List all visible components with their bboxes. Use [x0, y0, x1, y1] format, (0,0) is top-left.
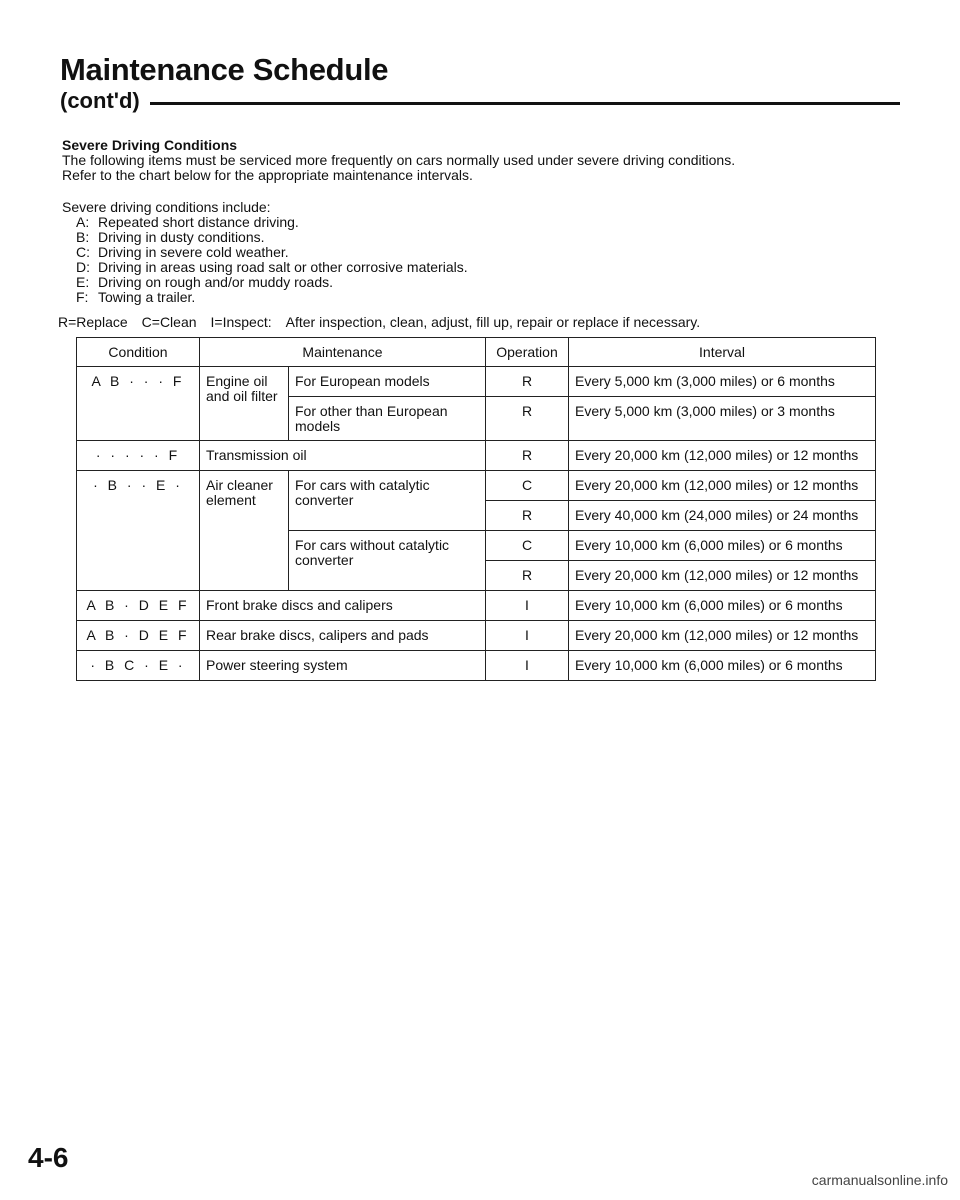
maintenance-subitem: For other than European models: [289, 397, 486, 441]
subtitle-rule: [150, 102, 900, 105]
table-row: [77, 367, 876, 397]
legend-inspect: I=Inspect:: [210, 314, 272, 330]
interval-cell: Every 5,000 km (3,000 miles) or 3 months: [569, 397, 876, 441]
condition-text: Driving in dusty conditions.: [98, 229, 265, 245]
legend-note: After inspection, clean, adjust, fill up, repair or replace if necessary.: [285, 314, 701, 330]
condition-item: [62, 290, 892, 305]
interval-cell: Every 20,000 km (12,000 miles) or 12 months: [569, 561, 876, 591]
maintenance-item: Air cleaner element: [200, 471, 289, 591]
operation-legend: [58, 314, 714, 330]
intro-heading: Severe Driving Conditions: [62, 137, 238, 153]
condition-letter: D:: [76, 259, 90, 275]
maintenance-table: [76, 337, 876, 681]
operation-cell: R: [486, 367, 569, 397]
interval-cell: Every 20,000 km (12,000 miles) or 12 months: [569, 441, 876, 471]
page-number: 4-6: [28, 1142, 69, 1173]
operation-cell: R: [486, 441, 569, 471]
condition-text: Driving in severe cold weather.: [98, 244, 289, 260]
conditions-label: Severe driving conditions include:: [62, 199, 271, 215]
legend-replace: R=Replace: [58, 314, 128, 330]
intro: [62, 138, 892, 183]
maintenance-item: Rear brake discs, calipers and pads: [200, 621, 486, 651]
operation-cell: C: [486, 471, 569, 501]
table-header-row: [77, 338, 876, 367]
condition-item: [62, 275, 892, 290]
interval-cell: Every 10,000 km (6,000 miles) or 6 months: [569, 651, 876, 681]
header-interval: Interval: [569, 338, 876, 367]
operation-cell: I: [486, 591, 569, 621]
page-title: Maintenance Schedule: [60, 52, 389, 87]
condition-text: Driving in areas using road salt or other corrosive materials.: [98, 259, 468, 275]
interval-cell: Every 20,000 km (12,000 miles) or 12 months: [569, 471, 876, 501]
condition-text: Repeated short distance driving.: [98, 214, 299, 230]
intro-line-1: The following items must be serviced more frequently on cars normally used under severe driving conditions.: [62, 152, 736, 168]
maintenance-item: Power steering system: [200, 651, 486, 681]
operation-cell: I: [486, 621, 569, 651]
condition-cell: A B · D E F: [77, 621, 200, 651]
interval-cell: Every 5,000 km (3,000 miles) or 6 months: [569, 367, 876, 397]
operation-cell: R: [486, 501, 569, 531]
maintenance-subitem: For cars without catalytic converter: [289, 531, 486, 591]
table-row: [77, 471, 876, 501]
maintenance-subitem: For cars with catalytic converter: [289, 471, 486, 531]
operation-cell: C: [486, 531, 569, 561]
condition-cell: A B · D E F: [77, 591, 200, 621]
condition-cell: · · · · · F: [77, 441, 200, 471]
condition-item: [62, 245, 892, 260]
page-subtitle: (cont'd): [60, 88, 140, 113]
condition-cell: · B C · E ·: [77, 651, 200, 681]
maintenance-item: Engine oil and oil filter: [200, 367, 289, 441]
interval-cell: Every 10,000 km (6,000 miles) or 6 months: [569, 591, 876, 621]
condition-letter: E:: [76, 274, 90, 290]
operation-cell: R: [486, 561, 569, 591]
condition-cell: · B · · E ·: [77, 471, 200, 591]
table-row: [77, 651, 876, 681]
conditions-list: [62, 200, 892, 305]
condition-cell: A B · · · F: [77, 367, 200, 441]
operation-cell: I: [486, 651, 569, 681]
header-operation: Operation: [486, 338, 569, 367]
condition-letter: A:: [76, 214, 90, 230]
condition-text: Driving on rough and/or muddy roads.: [98, 274, 334, 290]
table-row: [77, 621, 876, 651]
interval-cell: Every 10,000 km (6,000 miles) or 6 months: [569, 531, 876, 561]
interval-cell: Every 40,000 km (24,000 miles) or 24 months: [569, 501, 876, 531]
header-maintenance: Maintenance: [200, 338, 486, 367]
condition-item: [62, 230, 892, 245]
maintenance-item: Front brake discs and calipers: [200, 591, 486, 621]
interval-cell: Every 20,000 km (12,000 miles) or 12 months: [569, 621, 876, 651]
table-row: [77, 441, 876, 471]
header-condition: Condition: [77, 338, 200, 367]
maintenance-item: Transmission oil: [200, 441, 486, 471]
subtitle-row: [60, 88, 900, 114]
condition-letter: F:: [76, 289, 89, 305]
condition-letter: C:: [76, 244, 90, 260]
legend-clean: C=Clean: [141, 314, 197, 330]
condition-text: Towing a trailer.: [98, 289, 196, 305]
watermark: carmanualsonline.info: [811, 1172, 948, 1188]
condition-item: [62, 215, 892, 230]
condition-letter: B:: [76, 229, 90, 245]
operation-cell: R: [486, 397, 569, 441]
table-row: [77, 591, 876, 621]
condition-item: [62, 260, 892, 275]
intro-line-2: Refer to the chart below for the appropriate maintenance intervals.: [62, 167, 473, 183]
maintenance-subitem: For European models: [289, 367, 486, 397]
